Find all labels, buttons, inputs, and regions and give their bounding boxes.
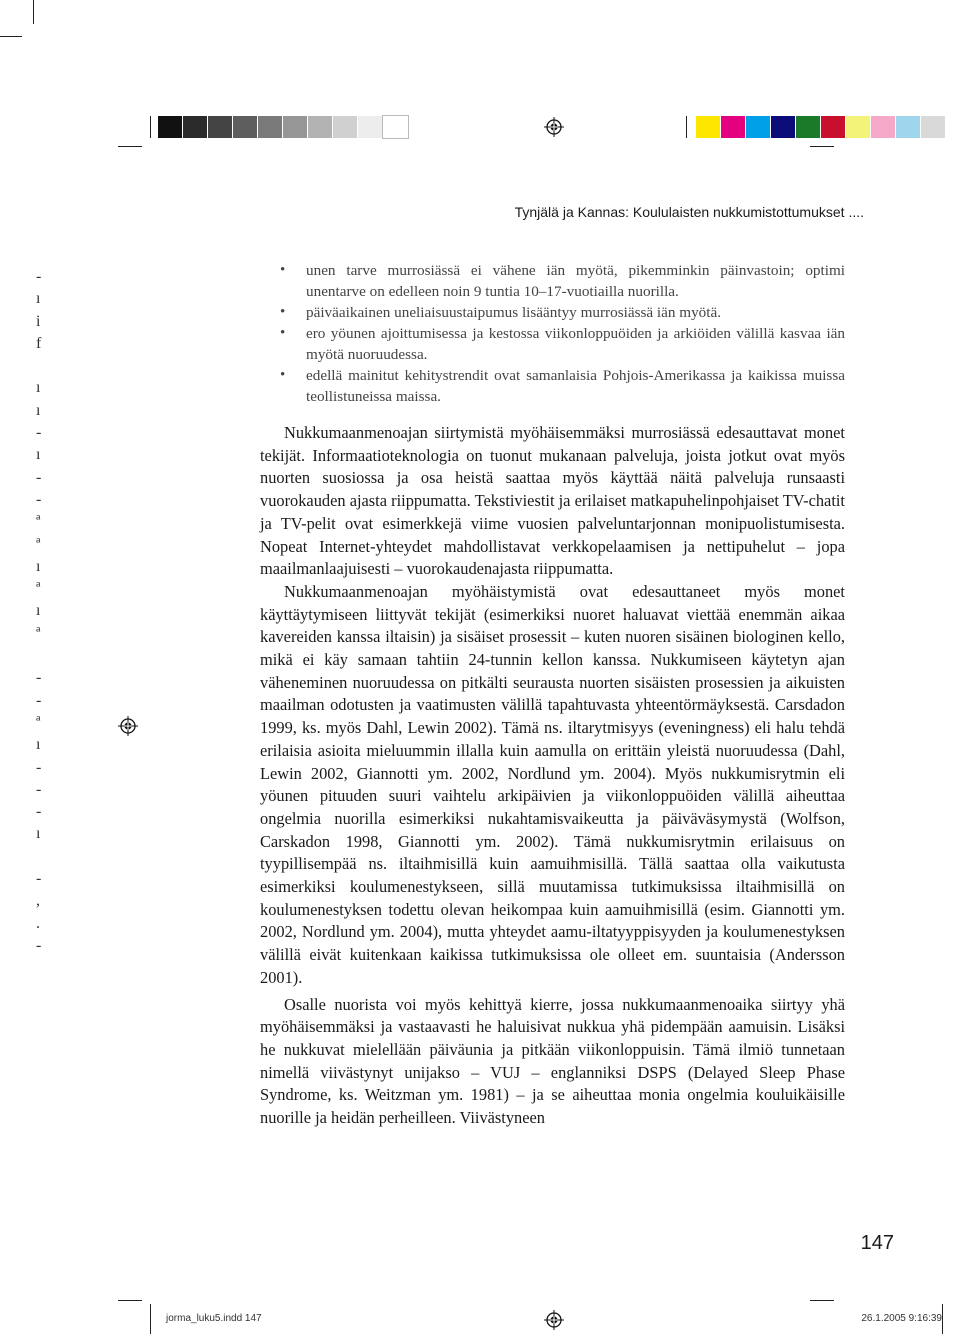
running-head: Tynjälä ja Kannas: Koululaisten nukkumistottumukset .... [514, 204, 864, 220]
margin-bleed-char: ª [36, 713, 41, 731]
gray-swatch [233, 116, 258, 138]
gray-swatch [283, 116, 308, 138]
margin-bleed-char: ª [36, 580, 41, 598]
margin-bleed-char: f [36, 334, 42, 352]
margin-bleed-char: , [36, 892, 40, 910]
margin-bleed-char: . [36, 914, 40, 932]
list-item-text: päiväaikainen uneliaisuustaipumus lisääntyy murrosiässä iän myötä. [306, 304, 722, 321]
crop-mark-bottom-right [810, 1300, 834, 1301]
crop-mark-top-left-horizontal [0, 36, 22, 37]
crop-mark-bottom-left [118, 1300, 142, 1301]
crop-mark-right-color-vertical [686, 116, 687, 138]
bullet-icon: • [280, 367, 286, 383]
margin-bleed-char: ı [36, 401, 41, 419]
list-item-text: edellä mainitut kehitystrendit ovat samanlaisia Pohjois-Amerikassa ja kaikissa muissa teollistuneissa maissa. [306, 367, 845, 405]
margin-bleed-char: - [36, 780, 42, 798]
list-item [260, 365, 845, 407]
gray-swatch [183, 116, 208, 138]
gray-swatch [208, 116, 233, 138]
color-swatch [896, 116, 921, 138]
gray-swatch [333, 116, 358, 138]
crop-mark-left-gray-vertical [150, 116, 151, 138]
bullet-icon: • [280, 304, 286, 320]
registration-mark-icon [118, 716, 138, 736]
margin-bleed-char: ı [36, 736, 41, 754]
margin-bleed-char [36, 355, 50, 377]
list-item [260, 323, 845, 365]
margin-bleed-char: - [36, 691, 42, 709]
body-paragraph: Nukkumaanmenoajan myöhäistymistä ovat edesauttaneet myös monet käyttäytymiseen liittyvät tekijät (esimerkiksi nuoret haluavat viettää enemmän aikaa kavereiden kanssa iltaisin) ja sisäiset prosessit – kuten nuoren sisäinen biologinen kello, mikä ei käy samaan tahtiin 24-tunnin kellon kanssa. Nukkumiseen käytetyn ajan väheneminen nuoruudessa on pitkälti seurausta nuorten sisäisten prosessien ja aikuisten maailman odotusten ja vaatimusten välillä tapahtuvasta yhteentörmäyksestä. Carsdadon 1999, ks. myös Dahl, Lewin 2002). Tämä ns. iltarytmisyys (eveningness) eli halu tehdä erilaisia asioita mieluummin illalla kuin aamulla on erittäin yleistä nuoruudessa (Dahl, Lewin 2002, Giannotti ym. 2002, Nordlund ym. 2004). Myös nukkumisrytmin eli yöunen pituuden suuri vaihtelu arkipäivien ja viikonloppuöiden välillä aiheuttaa ongelmia nuorilla esimerkiksi nukahtamisvaikeutta ja päiväväsymystä (Wolfson, Carskadon 1998, Giannotti ym. 2002). Tämä nukkumisrytmin erilaisuus on tyypillisempää ns. iltaihmisillä kuin aamuihmisillä. Tällä saattaa olla vaikutusta esimerkiksi koulumenestykseen, sillä muutamissa tutkimuksissa iltaihmisillä on koulumenestyksen todettu olevan heikompaa kuin aamuihmisillä (esim. Giannotti ym. 2002, Nordlund ym. 2004), mutta yhteydet aamu-iltatyyppisyyden ja koulumenestyksen välillä eivät kuitenkaan kaikissa tutkimuksissa ole olleet em. suuntaisia (Andersson 2001). [260, 581, 845, 987]
page-number: 147 [860, 1232, 894, 1254]
color-swatch [821, 116, 846, 138]
bullet-icon: • [280, 325, 286, 341]
grayscale-bar [158, 116, 408, 138]
color-swatch [771, 116, 796, 138]
bullet-list [260, 260, 845, 407]
gray-swatch [383, 116, 408, 138]
margin-bleed-char: i [36, 312, 41, 330]
margin-bleed-char: ı [36, 290, 41, 308]
margin-bleed-char: ı [36, 446, 41, 464]
list-item [260, 260, 845, 302]
margin-bleed-char: - [36, 936, 42, 954]
color-swatch [746, 116, 771, 138]
gray-swatch [308, 116, 333, 138]
slug-timestamp: 26.1.2005 9:16:39 [861, 1313, 942, 1324]
margin-bleed-char: - [36, 268, 42, 285]
margin-bleed-char: ª [36, 624, 41, 642]
margin-bleed-characters [36, 266, 50, 957]
margin-bleed-char: - [36, 468, 42, 486]
color-swatch [871, 116, 896, 138]
list-item-text: unen tarve murrosiässä ei vähene iän myötä, pikemminkin päinvastoin; optimi unentarve on edelleen noin 9 tuntia 10–17-vuotiailla nuorilla. [306, 262, 845, 300]
margin-bleed-char: - [36, 490, 42, 508]
crop-mark-bottom-vertical-right [942, 1304, 943, 1334]
bullet-icon: • [280, 262, 286, 278]
margin-bleed-char: - [36, 669, 42, 687]
margin-bleed-char: - [36, 424, 42, 442]
crop-mark-bottom-vertical-left [150, 1304, 151, 1334]
crop-mark-top-left-short [118, 146, 142, 147]
crop-mark-top-left-vertical [33, 0, 34, 24]
gray-swatch [358, 116, 383, 138]
margin-bleed-char: ı [36, 825, 41, 843]
margin-bleed-char: - [36, 803, 42, 821]
color-swatch [796, 116, 821, 138]
registration-mark-icon [544, 117, 564, 137]
gray-swatch [258, 116, 283, 138]
body-paragraph: Osalle nuorista voi myös kehittyä kierre, jossa nukkumaanmenoaika siirtyy yhä myöhäisemmäksi ja vastaavasti he haluisivat nukkua yhä pidempään aamuisin. Lisäksi he nukkuvat mielellään päiväunia ja pitkään viikonloppuisin. Tämä ilmiö tunnetaan nimellä viivästynyt unijakso – VUJ – englanniksi DSPS (Delayed Sleep Phase Syndrome, ks. Weitzman ym. 1981) – ja se aiheuttaa monia ongelmia kouluikäisille nuorille ja heidän perheilleen. Viivästyneen [260, 994, 845, 1128]
margin-bleed-char: - [36, 758, 42, 776]
margin-bleed-char [36, 645, 50, 667]
crop-mark-top-right-short [810, 146, 834, 147]
margin-bleed-char: - [36, 870, 42, 888]
color-swatch [846, 116, 871, 138]
color-swatch [921, 116, 946, 138]
color-swatch [696, 116, 721, 138]
margin-bleed-char: ı [36, 557, 41, 575]
list-item [260, 302, 845, 323]
gray-swatch [158, 116, 183, 138]
margin-bleed-char [36, 846, 50, 868]
margin-bleed-char: ı [36, 379, 41, 397]
margin-bleed-char: ª [36, 535, 41, 553]
margin-bleed-char: ı [36, 602, 41, 620]
color-swatch [721, 116, 746, 138]
registration-mark-icon [544, 1310, 564, 1330]
margin-bleed-char: ª [36, 513, 41, 531]
main-text-column [260, 260, 845, 1130]
body-paragraph: Nukkumaanmenoajan siirtymistä myöhäisemmäksi murrosiässä edesauttavat monet tekijät. Informaatioteknologia on tuonut mukanaan palveluja, joista jotkut ovat myös nuorten suosiossa ja osa heistä saattaa myös käyttää näitä palveluja runsaasti vuorokauden ajasta riippumatta. Tekstiviestit ja erilaiset matkapuhelinpohjaiset TV-chatit ja TV-pelit ovat esimerkkejä viime vuosien palveluntarjonnan monipuolistumisesta. Nopeat Internet-yhteydet mahdollistavat verkkopelaamisen ja nettipuhelut – jopa maailmanlaajuisesti – vuorokaudenajasta riippumatta. [260, 423, 845, 579]
color-bar [696, 116, 946, 138]
slug-file-info: jorma_luku5.indd 147 [166, 1313, 262, 1324]
list-item-text: ero yöunen ajoittumisessa ja kestossa viikonloppuöiden ja arkiöiden välillä kasvaa iän myötä nuoruudessa. [306, 325, 845, 363]
